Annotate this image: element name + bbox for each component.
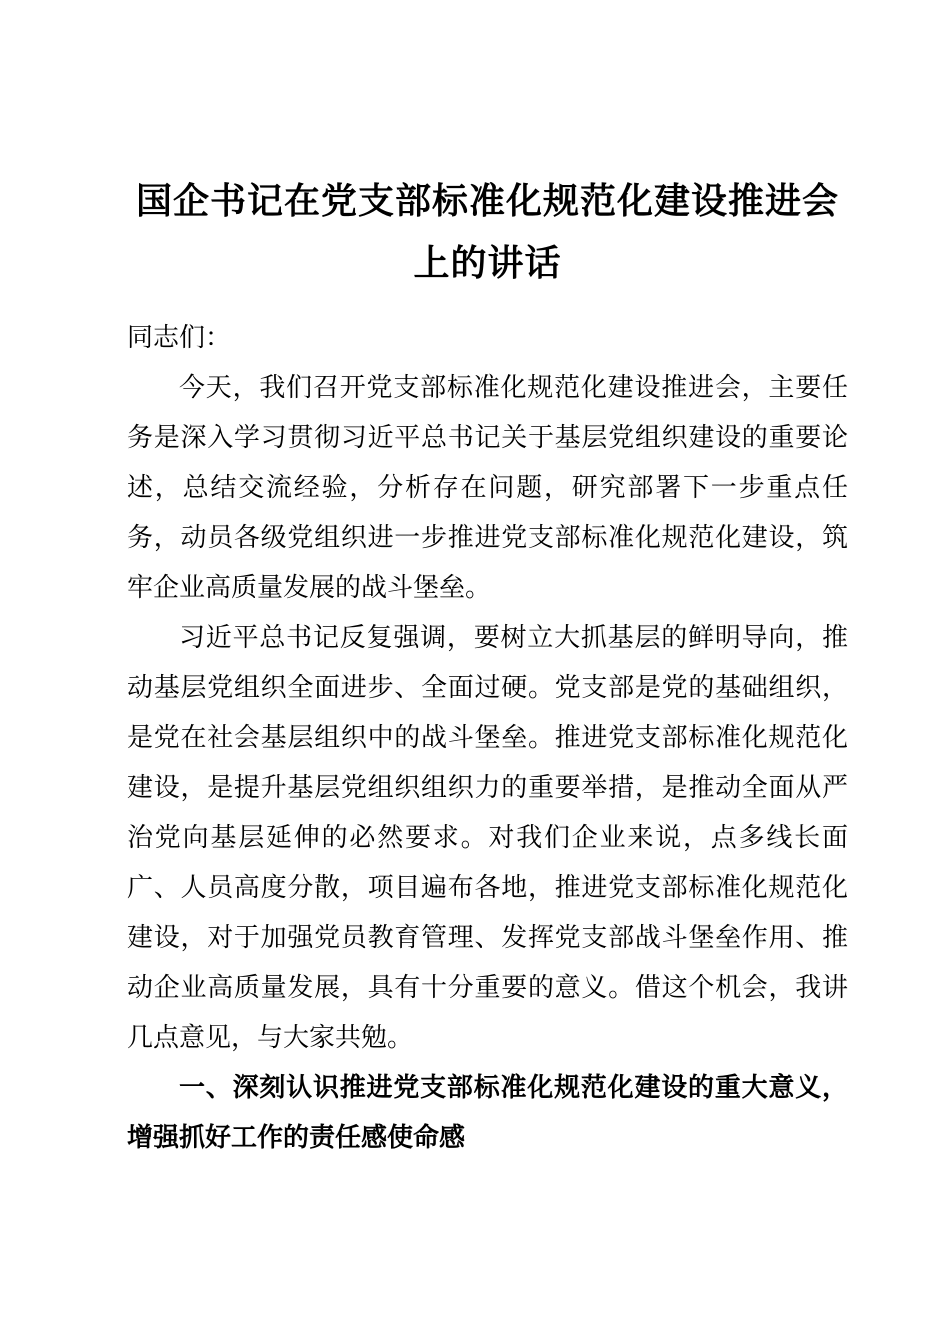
paragraph-2: 习近平总书记反复强调，要树立大抓基层的鲜明导向，推动基层党组织全面进步、全面过硬。党支部是党的基础组织，是党在社会基层组织中的战斗堡垒。推进党支部标准化规范化建设，是提升基层党组织组织力的重要举措，是推动全面从严治党向基层延伸的必然要求。对我们企业来说，点多线长面广、人员高度分散，项目遍布各地，推进党支部标准化规范化建设，对于加强党员教育管理、发挥党支部战斗堡垒作用、推动企业高质量发展，具有十分重要的意义。借这个机会，我讲几点意见，与大家共勉。 (127, 622, 848, 1052)
paragraph-1: 今天，我们召开党支部标准化规范化建设推进会，主要任务是深入学习贯彻习近平总书记关于基层党组织建设的重要论述，总结交流经验，分析存在问题，研究部署下一步重点任务，动员各级党组织进一步推进党支部标准化规范化建设，筑牢企业高质量发展的战斗堡垒。 (127, 372, 848, 602)
section-heading-1: 一、深刻认识推进党支部标准化规范化建设的重大意义，增强抓好工作的责任感使命感 (127, 1072, 848, 1152)
document-title: 国企书记在党支部标准化规范化建设推进会上的讲话 (135, 180, 839, 283)
salutation: 同志们： (127, 322, 232, 352)
document-body (127, 312, 848, 1162)
